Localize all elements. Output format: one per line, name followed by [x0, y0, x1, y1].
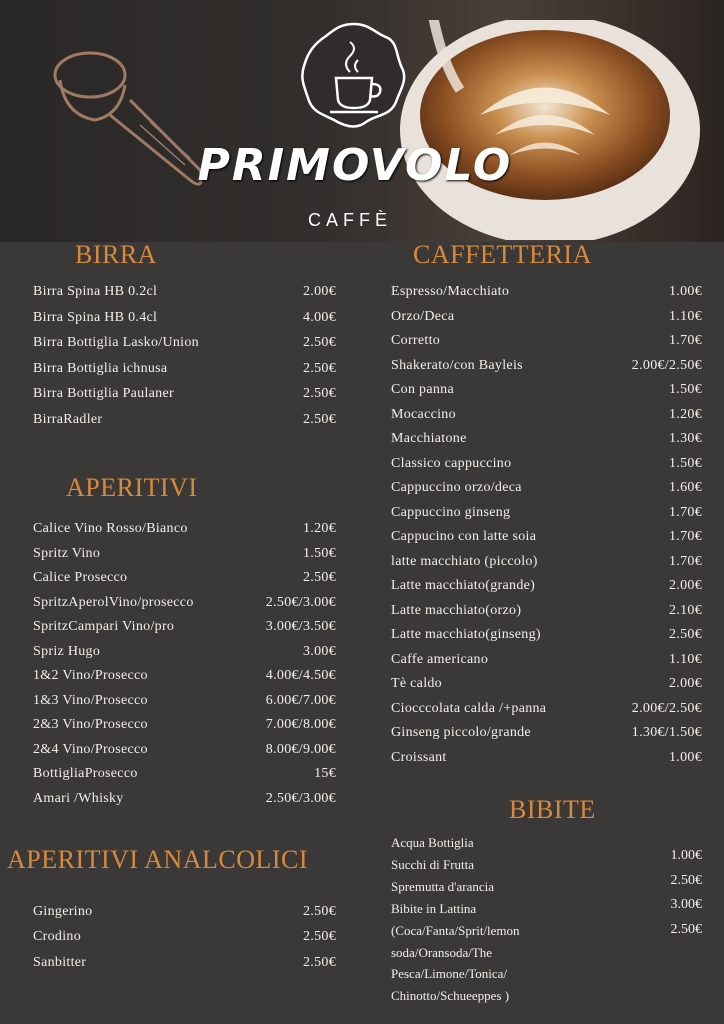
item-name: Croissant [391, 749, 447, 765]
item-name: 2&3 Vino/Prosecco [33, 717, 148, 732]
section-title-birra: BIRRA [75, 240, 157, 269]
item-name: latte macchiato (piccolo) [391, 553, 538, 569]
item-name: Caffe americano [391, 651, 489, 667]
item-name: Macchiatone [391, 431, 467, 446]
menu-item [33, 546, 336, 571]
item-price: 1.60€ [669, 480, 702, 495]
item-name: BottigliaProsecco [33, 766, 138, 781]
item-name: SpritzCampari Vino/pro [33, 619, 175, 634]
menu-item [391, 407, 702, 432]
item-price: 1.70€ [669, 553, 702, 569]
brand-name: PRIMOVOLO [197, 140, 513, 191]
item-name: Latte macchiato(ginseng) [391, 627, 541, 642]
item-price: 2.50€/3.00€ [265, 790, 336, 806]
item-price: 2.50€ [303, 335, 336, 351]
item-name: Birra Spina HB 0.4cl [33, 309, 158, 325]
item-price: 2.00€ [303, 284, 336, 299]
menu-item [391, 652, 702, 677]
menu-item [391, 750, 702, 775]
menu-item [391, 627, 702, 652]
item-price: 2.00€/2.50€ [631, 357, 702, 373]
item-name: Amari /Whisky [33, 790, 124, 806]
analcolici-list [33, 904, 336, 980]
bibite-prices [600, 844, 702, 942]
item-price: 1.00€ [669, 284, 702, 299]
menu-item [391, 456, 702, 481]
item-price: 4.00€/4.50€ [265, 668, 336, 683]
item-price: 1.20€ [303, 521, 336, 536]
item-price: 1.70€ [669, 504, 702, 520]
item-price: 2.00€ [669, 676, 702, 691]
item-price: 1.00€ [669, 749, 702, 765]
item-price: 2.50€ [669, 627, 702, 642]
menu-item [391, 358, 702, 383]
item-price: 15€ [314, 766, 336, 781]
item-price: 2.50€ [303, 904, 336, 919]
menu-item [391, 505, 702, 530]
menu-item [391, 676, 702, 701]
item-name: SpritzAperolVino/prosecco [33, 594, 194, 610]
item-price: 2.10€ [669, 602, 702, 618]
item-price: 2.50€ [670, 921, 702, 937]
item-price: 2.50€ [303, 954, 336, 970]
bibite-line: Chinotto/Schueeppes ) [391, 988, 510, 1004]
menu-item [33, 412, 336, 438]
item-price: 1.10€ [669, 308, 702, 324]
bibite-line: Bibite in Lattina [391, 900, 477, 916]
menu-item [391, 603, 702, 628]
item-name: Classico cappuccino [391, 455, 512, 471]
menu-item [33, 361, 336, 387]
bibite-line: Succhi di Frutta [391, 856, 475, 872]
item-name: Mocaccino [391, 406, 456, 422]
menu-item [33, 791, 336, 816]
menu-item [391, 284, 702, 309]
menu-item [33, 284, 336, 310]
menu-item [391, 529, 702, 554]
menu-item [391, 333, 702, 358]
item-name: Latte macchiato(orzo) [391, 602, 522, 618]
hero-banner [0, 0, 724, 242]
item-name: Cappuccino ginseng [391, 504, 511, 520]
item-name: Birra Spina HB 0.2cl [33, 284, 158, 299]
brand-subtitle: CAFFÈ [307, 210, 392, 230]
item-price: 1.30€ [669, 431, 702, 446]
menu-item [33, 619, 336, 644]
item-name: Espresso/Macchiato [391, 284, 510, 299]
menu-item [33, 766, 336, 791]
menu-item [33, 668, 336, 693]
menu-item [33, 955, 336, 980]
menu-item [33, 521, 336, 546]
item-name: Con panna [391, 382, 454, 397]
menu-item [33, 310, 336, 336]
menu-item [33, 904, 336, 929]
item-price: 1.70€ [669, 529, 702, 544]
item-name: Birra Bottiglia Paulaner [33, 386, 174, 402]
aperitivi-list [33, 521, 336, 815]
item-name: 1&2 Vino/Prosecco [33, 668, 148, 683]
item-price: 2.50€ [303, 929, 336, 945]
bibite-line: (Coca/Fanta/Sprit/lemon [391, 922, 520, 938]
item-price: 2.50€/3.00€ [265, 594, 336, 610]
item-name: Calice Vino Rosso/Bianco [33, 521, 188, 536]
menu-item [33, 570, 336, 595]
item-name: Tè caldo [391, 676, 442, 691]
item-name: Spritz Vino [33, 545, 101, 561]
item-price: 2.50€ [303, 411, 336, 427]
item-price: 2.50€ [303, 360, 336, 376]
item-price: 2.50€ [303, 386, 336, 402]
item-name: Shakerato/con Bayleis [391, 357, 523, 373]
item-price: 3.00€/3.50€ [265, 619, 336, 634]
menu-item [33, 693, 336, 718]
item-name: Birra Bottiglia ichnusa [33, 360, 168, 376]
item-price: 1.20€ [669, 406, 702, 422]
item-price: 1.50€ [669, 455, 702, 471]
menu-item [391, 725, 702, 750]
item-name: Sanbitter [33, 954, 87, 970]
item-price: 1.50€ [669, 382, 702, 397]
section-title-aperitivi: APERITIVI [66, 473, 198, 502]
item-price: 2.00€/2.50€ [631, 700, 702, 716]
menu-item [33, 742, 336, 767]
section-title-bibite: BIBITE [509, 795, 596, 824]
caffetteria-list [391, 284, 702, 774]
coffee-cup-logo-icon [298, 20, 410, 132]
item-name: Ciocccolata calda /+panna [391, 700, 547, 716]
bibite-line: Acqua Bottiglia [391, 835, 474, 850]
item-price: 1.30€/1.50€ [631, 725, 702, 740]
item-name: Corretto [391, 333, 441, 348]
item-name: Latte macchiato(grande) [391, 578, 536, 593]
item-price: 3.00€ [303, 643, 336, 659]
item-price: 2.50€ [670, 872, 702, 888]
menu-item [391, 431, 702, 456]
menu-item [33, 386, 336, 412]
menu-item [391, 701, 702, 726]
menu-item [33, 335, 336, 361]
item-price: 1.10€ [669, 651, 702, 667]
item-price: 4.00€ [303, 309, 336, 325]
menu-item [33, 717, 336, 742]
item-price: 3.00€ [670, 897, 702, 912]
menu-item [391, 480, 702, 505]
item-name: Ginseng piccolo/grande [391, 725, 531, 740]
item-price: 2.50€ [303, 570, 336, 585]
item-name: Cappucino con latte soia [391, 529, 537, 544]
item-price: 1.70€ [669, 333, 702, 348]
item-price: 1.50€ [303, 545, 336, 561]
item-name: 2&4 Vino/Prosecco [33, 741, 148, 757]
item-name: Birra Bottiglia Lasko/Union [33, 335, 199, 351]
bibite-line: Spremutta d'arancia [391, 878, 495, 894]
item-price: 7.00€/8.00€ [265, 717, 336, 732]
bibite-line: Pesca/Limone/Tonica/ [391, 966, 508, 982]
menu-item [33, 929, 336, 954]
section-title-caffetteria: CAFFETTERIA [413, 240, 592, 269]
item-name: BirraRadler [33, 411, 103, 427]
menu-item [391, 309, 702, 334]
item-price: 1.00€ [670, 848, 702, 863]
menu-item [391, 578, 702, 603]
item-name: Spriz Hugo [33, 643, 101, 659]
item-name: 1&3 Vino/Prosecco [33, 692, 148, 708]
birra-list [33, 284, 336, 438]
item-price: 8.00€/9.00€ [265, 741, 336, 757]
item-name: Gingerino [33, 904, 93, 919]
menu-item [391, 554, 702, 579]
section-title-analcolici: APERITIVI ANALCOLICI [7, 845, 309, 874]
menu-item [391, 382, 702, 407]
item-name: Calice Prosecco [33, 570, 128, 585]
item-price: 2.00€ [669, 578, 702, 593]
latte-art-cup-image [400, 20, 700, 240]
bibite-list [391, 832, 591, 1007]
menu-item [33, 644, 336, 669]
item-name: Crodino [33, 929, 81, 945]
item-name: Cappuccino orzo/deca [391, 480, 522, 495]
bibite-line: soda/Oransoda/The [391, 944, 493, 960]
item-name: Orzo/Deca [391, 308, 455, 324]
item-price: 6.00€/7.00€ [265, 692, 336, 708]
menu-item [33, 595, 336, 620]
